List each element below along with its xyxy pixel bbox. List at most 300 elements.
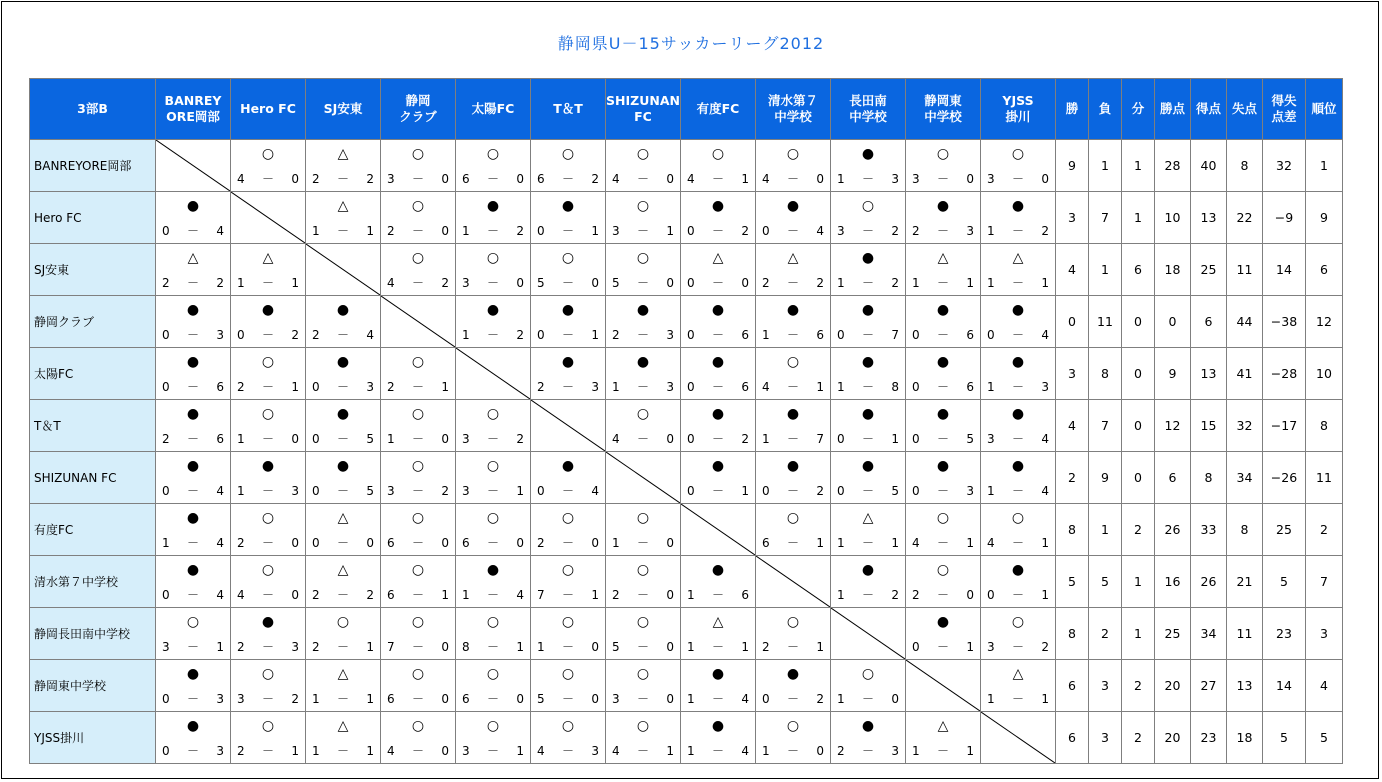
stat-cell: 41	[1227, 348, 1263, 400]
score-against: 1	[591, 328, 599, 342]
result-mark: ●	[186, 666, 200, 682]
result-mark: ○	[636, 614, 650, 630]
stat-cell: 20	[1155, 712, 1191, 764]
header-team-line: 掛川	[1005, 109, 1031, 124]
result-score	[681, 640, 755, 654]
score-dash: －	[186, 744, 199, 758]
score-dash: －	[711, 744, 724, 758]
result-cell	[831, 192, 906, 244]
result-cell	[231, 400, 306, 452]
result-cell	[306, 712, 381, 764]
result-mark: ○	[411, 614, 425, 630]
diagonal-cell	[456, 348, 531, 400]
score-for: 4	[387, 744, 395, 758]
stat-cell: 32	[1263, 140, 1306, 192]
score-against: 0	[1041, 172, 1049, 186]
result-score	[306, 224, 380, 238]
score-for: 3	[237, 692, 245, 706]
score-dash: －	[786, 224, 799, 238]
result-score	[906, 224, 980, 238]
stat-cell: 16	[1155, 556, 1191, 608]
score-dash: －	[861, 224, 874, 238]
result-score	[831, 744, 905, 758]
result-mark: ●	[786, 458, 800, 474]
score-dash: －	[411, 484, 424, 498]
result-cell	[756, 712, 831, 764]
result-score	[381, 172, 455, 186]
score-dash: －	[486, 588, 499, 602]
score-against: 2	[1041, 640, 1049, 654]
stat-cell: 5	[1263, 712, 1306, 764]
result-cell	[681, 400, 756, 452]
stat-cell: 6	[1122, 244, 1155, 296]
score-dash: －	[186, 276, 199, 290]
score-against: 2	[516, 328, 524, 342]
result-score	[381, 744, 455, 758]
score-against: 1	[741, 640, 749, 654]
result-mark: ○	[261, 406, 275, 422]
header-team	[156, 79, 231, 140]
stat-cell: 12	[1155, 400, 1191, 452]
stat-cell: 14	[1263, 660, 1306, 712]
score-against: 8	[891, 380, 899, 394]
result-score	[156, 328, 230, 342]
score-for: 0	[987, 328, 995, 342]
result-mark: ●	[636, 302, 650, 318]
result-score	[681, 276, 755, 290]
score-for: 1	[237, 432, 245, 446]
score-for: 1	[912, 744, 920, 758]
score-for: 6	[462, 692, 470, 706]
diagonal-cell	[606, 452, 681, 504]
score-dash: －	[861, 692, 874, 706]
score-dash: －	[1011, 276, 1024, 290]
result-mark: ●	[1011, 406, 1025, 422]
result-score	[831, 588, 905, 602]
score-against: 4	[741, 692, 749, 706]
header-corner: 3部B	[30, 79, 156, 140]
result-score	[456, 536, 530, 550]
diagonal-cell	[381, 296, 456, 348]
result-cell	[381, 400, 456, 452]
result-cell	[156, 504, 231, 556]
score-against: 6	[966, 380, 974, 394]
score-dash: －	[1011, 640, 1024, 654]
stat-cell: 13	[1191, 348, 1227, 400]
score-against: 4	[591, 484, 599, 498]
score-dash: －	[711, 328, 724, 342]
score-against: 3	[666, 380, 674, 394]
score-against: 2	[591, 172, 599, 186]
header-team-line: ORE岡部	[166, 109, 220, 124]
result-cell	[231, 452, 306, 504]
score-for: 2	[312, 640, 320, 654]
score-against: 1	[966, 744, 974, 758]
result-score	[381, 276, 455, 290]
score-dash: －	[711, 484, 724, 498]
score-against: 0	[291, 536, 299, 550]
result-score	[681, 328, 755, 342]
score-against: 5	[966, 432, 974, 446]
result-cell	[156, 712, 231, 764]
header-team-line: FC	[634, 109, 652, 124]
result-mark: △	[337, 718, 349, 734]
score-dash: －	[936, 640, 949, 654]
score-dash: －	[711, 172, 724, 186]
score-against: 5	[891, 484, 899, 498]
result-score	[831, 380, 905, 394]
header-row	[30, 79, 1343, 140]
page-title: 静岡県U－15サッカーリーグ2012	[557, 34, 825, 53]
header-team-line: 静岡	[405, 93, 431, 108]
score-for: 3	[462, 484, 470, 498]
result-cell	[756, 452, 831, 504]
result-cell	[306, 452, 381, 504]
stat-cell: 5	[1056, 556, 1089, 608]
score-against: 3	[1041, 380, 1049, 394]
score-against: 0	[441, 536, 449, 550]
result-cell	[681, 712, 756, 764]
score-dash: －	[336, 172, 349, 186]
result-mark: △	[337, 666, 349, 682]
stat-cell: 8	[1191, 452, 1227, 504]
score-against: 4	[516, 588, 524, 602]
stat-cell: 15	[1191, 400, 1227, 452]
result-cell	[531, 556, 606, 608]
result-score	[231, 744, 305, 758]
result-score	[906, 328, 980, 342]
score-for: 2	[162, 276, 170, 290]
header-team	[606, 79, 681, 140]
result-score	[756, 276, 830, 290]
result-mark: ●	[711, 666, 725, 682]
result-score	[531, 172, 605, 186]
score-dash: －	[861, 328, 874, 342]
score-against: 2	[441, 276, 449, 290]
result-mark: ○	[636, 666, 650, 682]
score-dash: －	[411, 588, 424, 602]
stat-cell: 25	[1155, 608, 1191, 660]
stat-cell: 23	[1263, 608, 1306, 660]
result-score	[906, 380, 980, 394]
result-mark: ○	[936, 562, 950, 578]
score-for: 3	[462, 744, 470, 758]
result-score	[456, 640, 530, 654]
score-against: 4	[816, 224, 824, 238]
result-mark: ●	[711, 406, 725, 422]
result-cell	[981, 452, 1056, 504]
stat-cell: 7	[1089, 192, 1122, 244]
score-for: 4	[237, 588, 245, 602]
result-mark: △	[937, 250, 949, 266]
table-row	[30, 192, 1343, 244]
score-against: 5	[366, 484, 374, 498]
score-dash: －	[861, 276, 874, 290]
score-against: 3	[291, 484, 299, 498]
result-score	[381, 588, 455, 602]
result-score	[456, 484, 530, 498]
score-against: 7	[816, 432, 824, 446]
score-for: 1	[762, 432, 770, 446]
score-dash: －	[636, 172, 649, 186]
score-for: 3	[612, 692, 620, 706]
result-mark: ○	[1011, 510, 1025, 526]
score-against: 2	[741, 224, 749, 238]
result-cell	[906, 348, 981, 400]
result-cell	[156, 348, 231, 400]
stat-cell: 8	[1306, 400, 1343, 452]
stat-cell: 0	[1155, 296, 1191, 348]
score-for: 0	[687, 328, 695, 342]
result-cell	[906, 608, 981, 660]
header-team-line: T＆T	[553, 101, 583, 116]
score-against: 0	[516, 536, 524, 550]
result-cell	[681, 348, 756, 400]
score-dash: －	[1011, 172, 1024, 186]
score-dash: －	[486, 640, 499, 654]
score-against: 0	[366, 536, 374, 550]
score-against: 1	[741, 484, 749, 498]
score-for: 2	[312, 328, 320, 342]
diagonal-cell	[831, 608, 906, 660]
score-dash: －	[411, 224, 424, 238]
score-dash: －	[261, 536, 274, 550]
result-mark: △	[1012, 666, 1024, 682]
score-dash: －	[786, 692, 799, 706]
score-dash: －	[636, 692, 649, 706]
result-mark: ○	[486, 458, 500, 474]
score-dash: －	[411, 744, 424, 758]
result-mark: ●	[336, 302, 350, 318]
score-dash: －	[711, 380, 724, 394]
score-for: 4	[612, 172, 620, 186]
score-for: 0	[762, 484, 770, 498]
score-dash: －	[936, 328, 949, 342]
result-score	[906, 432, 980, 446]
score-against: 1	[441, 588, 449, 602]
result-mark: ●	[861, 354, 875, 370]
result-mark: ●	[336, 354, 350, 370]
stat-cell: 0	[1122, 452, 1155, 504]
score-against: 1	[441, 380, 449, 394]
result-mark: ●	[186, 198, 200, 214]
result-cell	[456, 192, 531, 244]
score-against: 3	[591, 380, 599, 394]
score-dash: －	[636, 536, 649, 550]
result-mark: ●	[1011, 354, 1025, 370]
score-for: 0	[687, 432, 695, 446]
table-row	[30, 400, 1343, 452]
score-against: 0	[441, 432, 449, 446]
score-against: 0	[666, 172, 674, 186]
score-for: 6	[462, 536, 470, 550]
result-cell	[681, 192, 756, 244]
stat-cell: 9	[1056, 140, 1089, 192]
score-dash: －	[261, 484, 274, 498]
result-cell	[681, 608, 756, 660]
result-mark: ○	[1011, 146, 1025, 162]
stat-cell: 7	[1089, 400, 1122, 452]
result-cell	[531, 608, 606, 660]
score-for: 0	[162, 692, 170, 706]
result-mark: ●	[861, 562, 875, 578]
header-stat: 分	[1122, 79, 1155, 140]
stat-cell: 9	[1306, 192, 1343, 244]
score-for: 0	[162, 224, 170, 238]
result-cell	[981, 192, 1056, 244]
score-dash: －	[561, 744, 574, 758]
result-score	[231, 276, 305, 290]
result-score	[156, 588, 230, 602]
stat-cell: 2	[1056, 452, 1089, 504]
score-dash: －	[561, 588, 574, 602]
stat-cell: −38	[1263, 296, 1306, 348]
result-score	[306, 484, 380, 498]
score-dash: －	[1011, 692, 1024, 706]
result-mark: ○	[411, 666, 425, 682]
score-dash: －	[936, 380, 949, 394]
result-cell	[906, 244, 981, 296]
result-mark: ●	[711, 354, 725, 370]
table-row	[30, 660, 1343, 712]
result-cell	[531, 504, 606, 556]
score-against: 1	[366, 224, 374, 238]
score-against: 0	[816, 744, 824, 758]
score-against: 3	[666, 328, 674, 342]
result-mark: ○	[411, 510, 425, 526]
score-dash: －	[561, 224, 574, 238]
result-score	[906, 484, 980, 498]
score-for: 0	[162, 588, 170, 602]
score-against: 0	[591, 640, 599, 654]
score-for: 0	[312, 432, 320, 446]
score-for: 1	[762, 744, 770, 758]
result-score	[231, 380, 305, 394]
score-against: 1	[516, 484, 524, 498]
stat-cell: 26	[1191, 556, 1227, 608]
table-row	[30, 348, 1343, 400]
result-mark: ●	[786, 406, 800, 422]
score-against: 4	[1041, 484, 1049, 498]
score-against: 1	[366, 744, 374, 758]
result-cell	[756, 400, 831, 452]
result-score	[156, 484, 230, 498]
result-score	[231, 432, 305, 446]
result-score	[981, 536, 1055, 550]
score-dash: －	[261, 380, 274, 394]
result-mark: ○	[786, 718, 800, 734]
score-against: 1	[741, 172, 749, 186]
score-for: 1	[462, 224, 470, 238]
team-name: 太陽FC	[30, 348, 156, 400]
score-for: 1	[837, 172, 845, 186]
result-mark: ●	[711, 718, 725, 734]
result-mark: ○	[411, 354, 425, 370]
score-for: 5	[537, 692, 545, 706]
score-against: 2	[516, 432, 524, 446]
result-cell	[531, 192, 606, 244]
result-mark: ●	[561, 198, 575, 214]
score-against: 0	[666, 536, 674, 550]
stat-cell: 7	[1306, 556, 1343, 608]
result-score	[756, 640, 830, 654]
result-score	[681, 484, 755, 498]
stat-cell: 18	[1155, 244, 1191, 296]
result-cell	[456, 660, 531, 712]
score-for: 0	[687, 380, 695, 394]
score-against: 6	[741, 380, 749, 394]
result-score	[531, 380, 605, 394]
result-mark: ○	[411, 406, 425, 422]
score-against: 4	[1041, 432, 1049, 446]
stat-cell: 23	[1191, 712, 1227, 764]
result-mark: ●	[936, 354, 950, 370]
score-for: 1	[612, 536, 620, 550]
result-score	[606, 744, 680, 758]
result-cell	[156, 296, 231, 348]
stat-cell: 34	[1191, 608, 1227, 660]
stat-cell: 27	[1191, 660, 1227, 712]
score-dash: －	[261, 692, 274, 706]
stat-cell: 4	[1056, 400, 1089, 452]
header-team-line: 中学校	[774, 109, 812, 124]
score-against: 1	[666, 224, 674, 238]
result-cell	[606, 400, 681, 452]
result-mark: △	[787, 250, 799, 266]
score-against: 4	[1041, 328, 1049, 342]
result-score	[381, 224, 455, 238]
score-against: 1	[966, 536, 974, 550]
result-mark: ○	[561, 562, 575, 578]
diagonal-cell	[981, 712, 1056, 764]
header-team	[531, 79, 606, 140]
result-mark: ●	[186, 302, 200, 318]
score-against: 3	[966, 224, 974, 238]
result-cell	[231, 296, 306, 348]
result-cell	[306, 192, 381, 244]
score-against: 0	[516, 276, 524, 290]
result-score	[606, 380, 680, 394]
result-cell	[681, 296, 756, 348]
stat-cell: 6	[1056, 712, 1089, 764]
score-dash: －	[261, 588, 274, 602]
score-dash: －	[786, 484, 799, 498]
header-team-line: 中学校	[924, 109, 962, 124]
result-score	[756, 224, 830, 238]
result-mark: ○	[636, 562, 650, 578]
result-cell	[231, 608, 306, 660]
score-dash: －	[336, 744, 349, 758]
score-dash: －	[486, 224, 499, 238]
result-score	[381, 640, 455, 654]
result-score	[906, 276, 980, 290]
result-cell	[831, 712, 906, 764]
score-against: 0	[666, 692, 674, 706]
result-mark: ●	[186, 562, 200, 578]
score-dash: －	[786, 328, 799, 342]
result-mark: ●	[711, 562, 725, 578]
score-for: 6	[537, 172, 545, 186]
score-for: 1	[987, 276, 995, 290]
stat-cell: 44	[1227, 296, 1263, 348]
score-for: 3	[987, 640, 995, 654]
result-cell	[381, 504, 456, 556]
score-against: 6	[216, 380, 224, 394]
score-dash: －	[711, 276, 724, 290]
result-score	[381, 380, 455, 394]
stat-cell: 5	[1089, 556, 1122, 608]
stat-cell: 8	[1056, 504, 1089, 556]
